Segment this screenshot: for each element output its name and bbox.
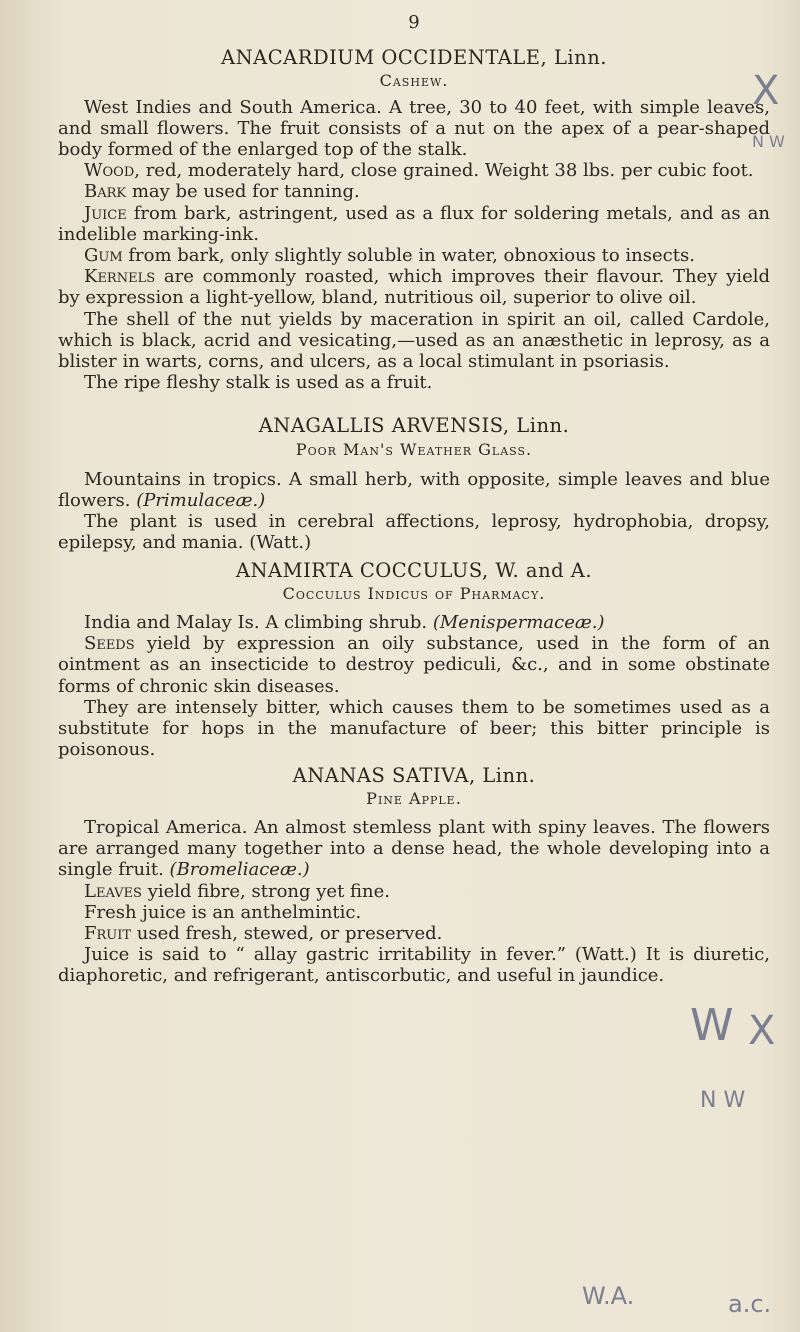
paragraph	[58, 697, 770, 761]
paragraph-text: The plant is used in cerebral affections, leprosy, hydrophobia, dropsy, epilepsy, and mania. (Watt.)	[58, 511, 770, 554]
paragraph-text: yield fibre, strong yet fine.	[141, 880, 390, 902]
paragraph-text: Tropical America. An almost stemless plant with spiny leaves. The flowers are arranged many together into a dense head, the whole developing into a single fruit.	[58, 816, 770, 881]
paragraph-text: Fresh juice is an anthelmintic.	[84, 901, 362, 923]
paragraph-lead: Fruit	[84, 922, 132, 944]
paragraph	[58, 266, 770, 308]
family-name: (Primulaceæ.)	[136, 490, 266, 512]
entry-anagallis	[58, 415, 770, 553]
paragraph-text: The ripe fleshy stalk is used as a fruit.	[84, 372, 433, 394]
paragraph-lead: Kernels	[84, 266, 156, 288]
paragraph	[58, 245, 770, 266]
paragraph	[58, 612, 770, 633]
pencil-mark: W	[690, 1000, 734, 1051]
paragraph-text: , red, moderately hard, close grained. Weight 38 lbs. per cubic foot.	[134, 160, 754, 182]
pencil-mark: N W	[752, 132, 785, 151]
paragraph-text: from bark, astringent, used as a flux for soldering metals, and as an indelible marking-ink.	[58, 202, 770, 245]
paragraph-text: from bark, only slightly soluble in water, obnoxious to insects.	[122, 245, 695, 267]
entry-subheading: Poor Man's Weather Glass.	[295, 439, 533, 459]
paragraph-lead: Wood	[84, 160, 135, 182]
paragraph	[58, 902, 770, 923]
paragraph	[58, 181, 770, 202]
text-column	[58, 12, 770, 987]
pencil-mark: N W	[700, 1088, 746, 1113]
paragraph	[58, 309, 770, 373]
entry-heading: ANAGALLIS ARVENSIS, Linn.	[258, 414, 570, 438]
entry-subheading: Cocculus Indicus of Pharmacy.	[282, 583, 546, 603]
pencil-mark: W.A.	[582, 1282, 635, 1310]
paragraph	[58, 511, 770, 553]
entry-anacardium	[58, 47, 770, 393]
paragraph	[58, 944, 770, 986]
page-number: 9	[408, 12, 420, 33]
entry-anamirta	[58, 560, 770, 761]
paragraph-text: India and Malay Is. A climbing shrub.	[84, 612, 433, 634]
paragraph-lead: Gum	[84, 245, 123, 267]
entry-ananas	[58, 765, 770, 987]
paragraph	[58, 97, 770, 161]
entry-heading: ANAMIRTA COCCULUS, W. and A.	[235, 558, 593, 582]
paragraph-text: West Indies and South America. A tree, 30 to 40 feet, with simple leaves, and small flowers. The fruit consists of a nut on the apex of a pear-shaped body formed of the enlarged top of the stalk.	[58, 96, 770, 161]
paragraph-text: Mountains in tropics. A small herb, with opposite, simple leaves and blue flowers.	[58, 468, 770, 512]
paragraph	[58, 160, 770, 181]
entry-subheading: Pine Apple.	[366, 788, 462, 808]
paragraph-lead: Bark	[84, 181, 127, 203]
paragraph-lead: Juice	[84, 202, 127, 224]
family-name: (Bromeliaceæ.)	[169, 859, 310, 881]
pencil-mark: X	[752, 68, 780, 114]
paragraph-text: may be used for tanning.	[126, 181, 360, 203]
entry-subheading: Cashew.	[379, 71, 449, 91]
paragraph-text: are commonly roasted, which improves their flavour. They yield by expression a light-yellow, bland, nutritious oil, superior to olive oil.	[58, 266, 770, 309]
paragraph-text: Juice is said to “ allay gastric irritability in fever.” (Watt.) It is diuretic, diaphoretic, and refrigerant, antiscorbutic, and useful in jaundice.	[58, 944, 770, 987]
entry-heading: ANACARDIUM OCCIDENTALE, Linn.	[221, 46, 607, 70]
family-name: (Menispermaceæ.)	[432, 612, 605, 634]
paragraph-text: used fresh, stewed, or preserved.	[131, 922, 443, 944]
entry-heading: ANANAS SATIVA, Linn.	[292, 763, 536, 787]
paragraph	[58, 633, 770, 697]
paragraph-text: yield by expression an oily substance, used in the form of an ointment as an insecticide to destroy pediculi, &c., and in some obstinate forms of chronic skin diseases.	[58, 633, 770, 697]
paragraph-lead: Leaves	[84, 880, 142, 902]
paragraph-text: The shell of the nut yields by maceration in spirit an oil, called Cardole, which is black, acrid and vesicating,—used as an anæsthetic in leprosy, as a blister in warts, corns, and ulcers, as a local stimulant in psoriasis.	[58, 308, 770, 373]
paragraph	[58, 372, 770, 393]
pencil-mark: X	[748, 1008, 776, 1054]
paragraph	[58, 817, 770, 881]
paragraph-lead: Seeds	[84, 633, 135, 655]
paragraph	[58, 923, 770, 944]
paragraph	[58, 203, 770, 245]
paragraph	[58, 469, 770, 511]
paragraph	[58, 881, 770, 902]
paragraph-text: They are intensely bitter, which causes them to be sometimes used as a substitute for hops in the manufacture of beer; this bitter principle is poisonous.	[58, 696, 770, 761]
pencil-mark: a.c.	[728, 1290, 772, 1318]
